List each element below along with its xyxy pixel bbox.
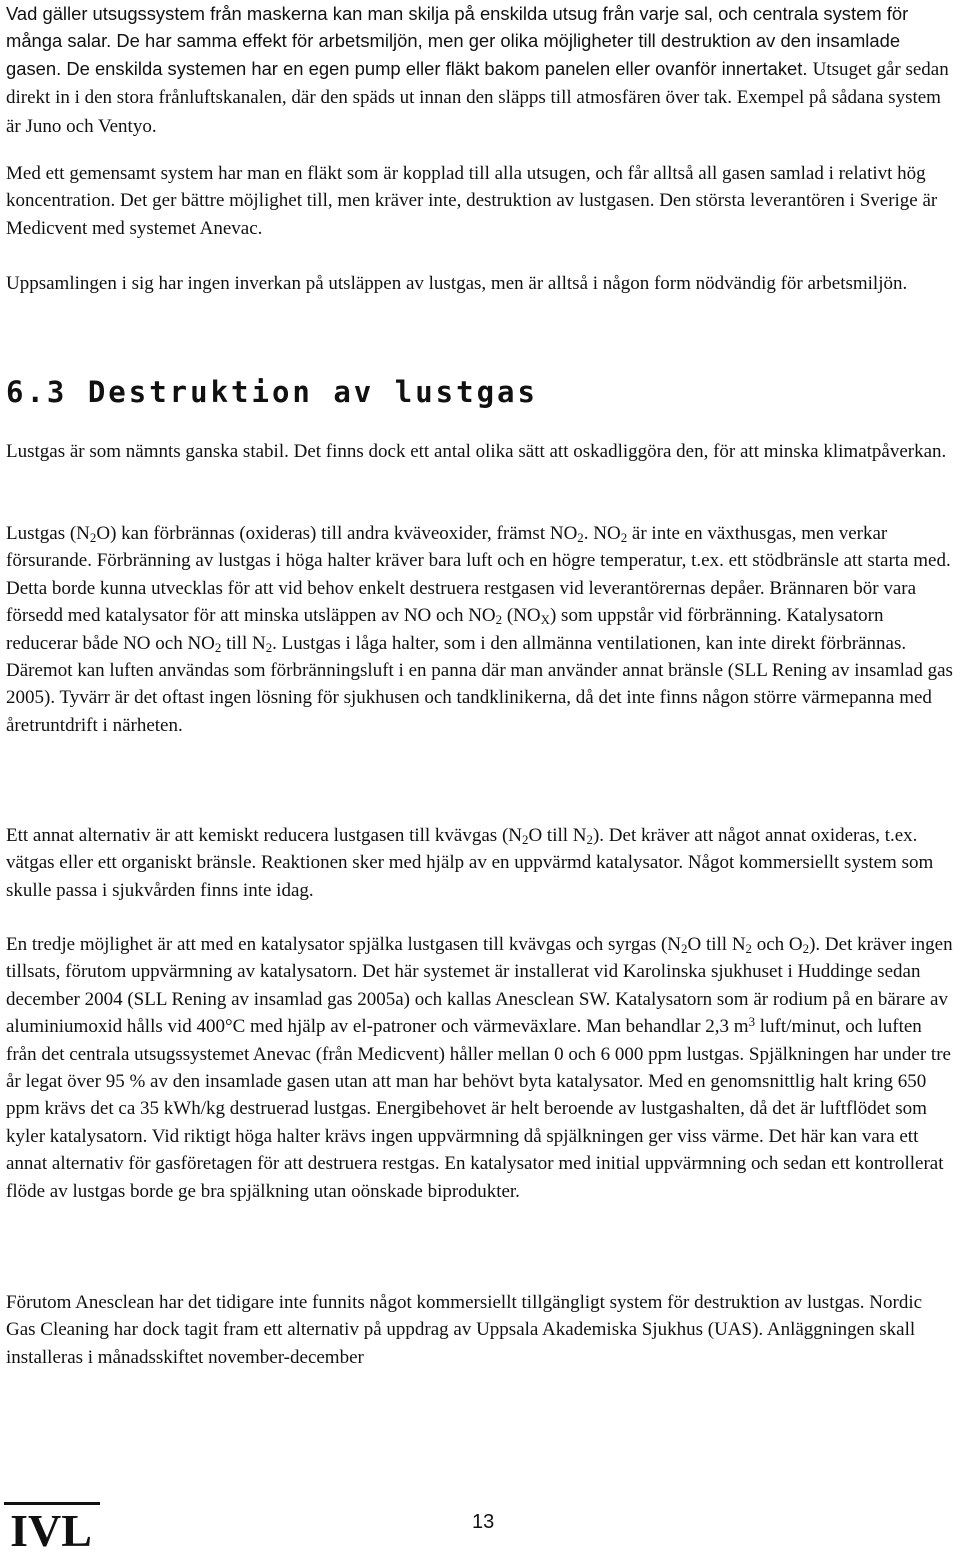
text-run: Ett annat alternativ är att kemiskt reducera lustgasen till kvävgas (N	[6, 825, 522, 846]
subscript: 2	[265, 639, 273, 655]
text-run: ). Det kräver ingen tillsats, förutom uppvärmning av katalysatorn. Det här systemet är installerat vid Karolinska sjukhuset i Huddinge sedan december 2004 (SLL Rening av insamlad gas 2005a) och kallas Anesclean SW. Katalysatorn som är rodium på en bärare av aluminiumoxid hålls vid 400°C med hjälp av el-patroner och värmeväxlare. Man behandlar 2,3 m	[6, 934, 953, 1038]
text-run: är inte en växthusgas, men verkar försurande. Förbränning av lustgas i höga halter kräver bara luft och en högre temperatur, t.ex. ett stödbränsle att starta med. Detta borde kunna utvecklas för att vid behov enkelt destruera restgasen vid leverantörernas depåer. Brännaren bör vara försedd med katalysator för att minska utsläppen av NO och NO	[6, 523, 951, 627]
superscript: 3	[748, 1014, 756, 1030]
paragraph-combustion	[6, 520, 956, 739]
subscript: 2	[577, 530, 584, 546]
subscript: 2	[802, 941, 810, 957]
text-run: Lustgas (N	[6, 523, 90, 544]
paragraph-intro-continued: Utsuget går sedan direkt in i den stora frånluftskanalen, där den späds ut innan den släpps till atmosfären över tak. Exempel på sådana system är Juno och Ventyo.	[6, 58, 949, 137]
text-run: till N	[221, 632, 266, 654]
paragraph-collection: Uppsamlingen i sig har ingen inverkan på utsläppen av lustgas, men är alltså i någon form nödvändig för arbetsmiljön.	[6, 273, 908, 294]
subscript: 2	[620, 530, 628, 546]
text-run: En tredje möjlighet är att med en katalysator spjälka lustgasen till kvävgas och syrgas (N	[6, 934, 682, 955]
page-number: 13	[472, 1511, 495, 1533]
paragraph-stable: Lustgas är som nämnts ganska stabil. Det finns dock ett antal olika sätt att oskadliggöra den, för att minska klimatpåverkan.	[6, 441, 947, 462]
subscript: X	[540, 612, 550, 628]
subscript: 2	[214, 639, 222, 655]
logo-text: IVL	[10, 1505, 92, 1550]
subscript: 2	[745, 941, 752, 957]
text-run: (NO	[502, 605, 541, 627]
text-run: och O	[752, 934, 803, 955]
paragraph-final: Förutom Anesclean har det tidigare inte funnits något kommersiellt tillgängligt system för destruktion av lustgas. Nordic Gas Cleaning har dock tagit fram ett alternativ på uppdrag av Uppsala Akademiska Sjukhus (UAS). Anläggningen skall installeras i månadsskiftet november-december	[6, 1292, 923, 1368]
subscript: 2	[522, 832, 529, 848]
paragraph-reduction	[6, 822, 956, 904]
text-run: luft/minut, och luften från det centrala utsugssystemet Anevac (från Medicvent) håller mellan 0 och 6 000 ppm lustgas. Spjälkningen har under tre år legat över 95 % av den insamlade gasen utan att man har behövt byta katalysator. Med en genomsnittlig halt kring 650 ppm krävs det ca 35 kWh/kg destruerad lustgas. Energibehovet är helt beroende av lustgashalten, då det är luftflödet som kyler katalysatorn. Vid riktigt höga halter krävs ingen uppvärmning då spjälkningen ger viss värme. Det här kan vara ett annat alternativ för gasföretagen för att destruera restgas. En katalysator med initial uppvärmning och sedan ett kontrollerat flöde av lustgas borde ge bra spjälkning utan oönskade biprodukter.	[6, 1016, 951, 1202]
paragraph-catalytic-split	[6, 931, 956, 1205]
subscript: 2	[495, 612, 503, 628]
text-run: O) kan förbrännas (oxideras) till andra kväveoxider, främst NO	[96, 523, 578, 544]
paragraph-common-system: Med ett gemensamt system har man en fläkt som är kopplad till alla utsugen, och får alltså all gasen samlad i relativt hög koncentration. Det ger bättre möjlighet till, men kräver inte, destruktion av lustgasen. Den största leverantören i Sverige är Medicvent med systemet Anevac.	[6, 163, 938, 239]
text-run: ) som uppstår vid förbränning. Katalysatorn reducerar både NO och NO	[6, 605, 884, 654]
ivl-logo	[4, 1502, 100, 1550]
text-run: O till N	[528, 825, 587, 846]
text-run: O till N	[687, 934, 746, 955]
text-run: . Lustgas i låga halter, som i den allmänna ventilationen, kan inte direkt förbrännas. Däremot kan luften användas som förbränningsluft i en panna där man använder annat bränsle (SLL Rening av insamlad gas 2005). Tyvärr är det oftast ingen lösning för sjukhusen och tandklinikerna, då det inte finns någon större värmepanna med åretruntdrift i närheten.	[6, 632, 953, 736]
text-run: ). Det kräver att något annat oxideras, t.ex. vätgas eller ett organiskt bränsle. Reaktionen sker med hjälp av en uppvärmd katalysator. Något kommersiellt system som skulle passa i sjukvården finns inte idag.	[6, 825, 934, 901]
subscript: 2	[89, 530, 97, 546]
section-heading: 6.3 Destruktion av lustgas	[6, 375, 538, 409]
subscript: 2	[681, 941, 688, 957]
subscript: 2	[586, 832, 593, 848]
paragraph-intro	[6, 0, 956, 140]
paragraph-intro-text: Vad gäller utsugssystem från maskerna kan man skilja på enskilda utsug från varje sal, och centrala system för många salar. De har samma effekt för arbetsmiljön, men ger olika möjligheter till destruktion av den insamlade gasen. De enskilda systemen har en egen pump eller fläkt bakom panelen eller ovanför innertaket.	[6, 3, 909, 79]
text-run: . NO	[583, 523, 621, 544]
